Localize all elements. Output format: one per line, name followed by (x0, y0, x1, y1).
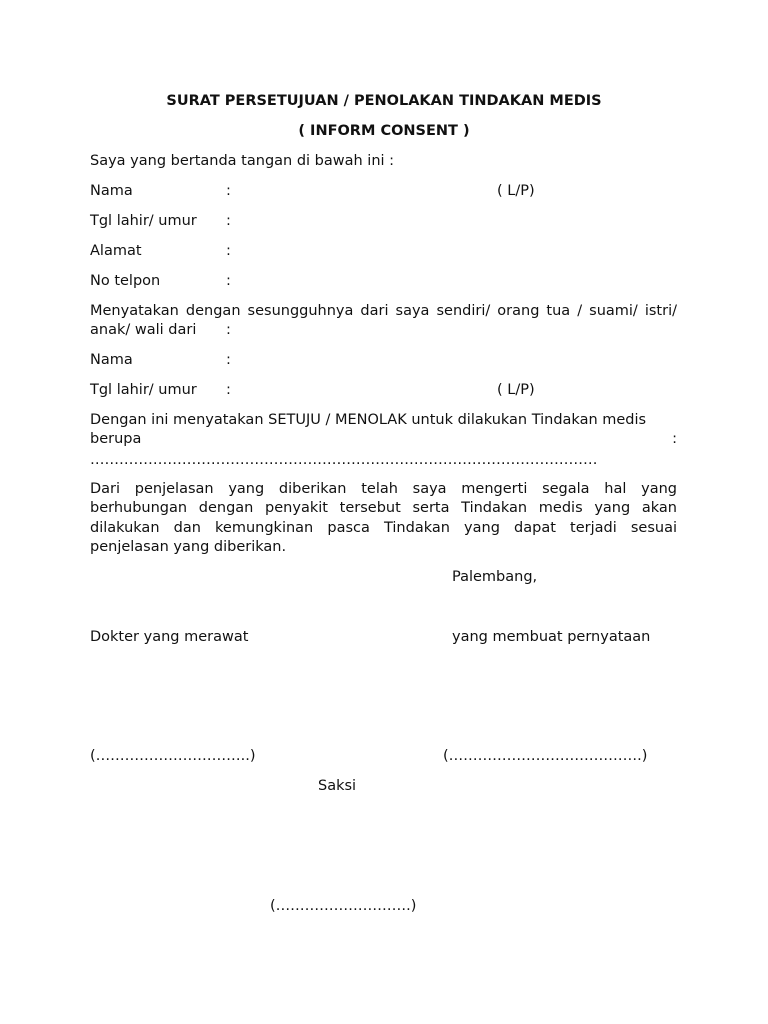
self-address-colon: : (226, 243, 231, 259)
declarant-signature-line: (………………………………….) (443, 748, 648, 764)
declarant-label: yang membuat pernyataan (452, 629, 651, 645)
document-title: SURAT PERSETUJUAN / PENOLAKAN TINDAKAN MEDIS (166, 93, 602, 109)
berupa-label: berupa (90, 431, 142, 447)
other-name-label: Nama (90, 352, 133, 368)
doctor-signature-line: (…………………………..) (90, 748, 256, 764)
consent-text: Dengan ini menyatakan SETUJU / MENOLAK untuk dilakukan Tindakan medis (90, 412, 647, 428)
self-dob-label: Tgl lahir/ umur (90, 213, 197, 229)
place-date: Palembang, (452, 569, 538, 585)
berupa-colon: : (672, 431, 677, 447)
berupa-dotted-line: …………………………………………………………………………………………… (90, 452, 598, 468)
berupa-row (90, 430, 677, 449)
self-phone-label: No telpon (90, 273, 161, 289)
intro-text: Saya yang bertanda tangan di bawah ini : (90, 153, 395, 169)
other-dob-colon: : (226, 382, 231, 398)
witness-label: Saksi (318, 778, 357, 794)
doctor-label: Dokter yang merawat (90, 629, 249, 645)
witness-signature-line: (……………………….) (270, 898, 417, 914)
other-dob-label: Tgl lahir/ umur (90, 382, 197, 398)
explanation-text: Dari penjelasan yang diberikan telah saya mengerti segala hal yang berhubungan dengan penyakit tersebut serta Tindakan medis yang akan dilakukan dan kemungkinan pasca Tindakan yang dapat terjadi sesuai penjelasan yang diberikan. (90, 481, 677, 555)
self-name-colon: : (226, 183, 231, 199)
document-subtitle: ( INFORM CONSENT ) (298, 123, 470, 139)
self-name-label: Nama (90, 183, 133, 199)
self-gender-label: ( L/P) (497, 183, 535, 199)
self-phone-colon: : (226, 273, 231, 289)
statement-colon: : (226, 322, 231, 338)
other-gender-label: ( L/P) (497, 382, 535, 398)
self-dob-colon: : (226, 213, 231, 229)
self-address-label: Alamat (90, 243, 142, 259)
statement-text: Menyatakan dengan sesungguhnya dari saya sendiri/ orang tua / suami/ istri/ anak/ wali dari (90, 303, 677, 339)
other-name-colon: : (226, 352, 231, 368)
